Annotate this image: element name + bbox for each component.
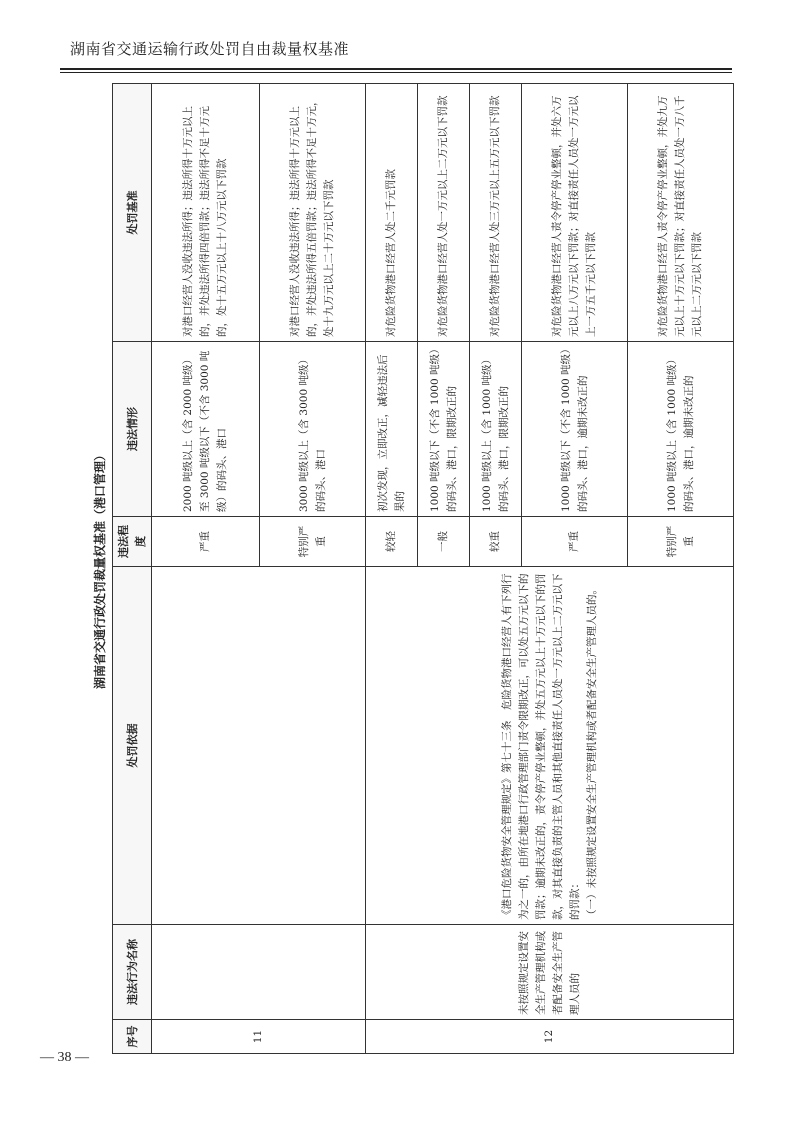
- table-header-row: [113, 84, 152, 1054]
- row-circumstance: 初次发现，立即改正，减轻违法后果的: [366, 342, 418, 517]
- row-standard: 对港口经营人没收违法所得；违法所得十万元以上的，并处违法所得四倍罚款；违法所得不足十万元的，处十五万元以上十八万元以下罚款: [152, 84, 260, 342]
- row-degree: 较轻: [366, 517, 418, 567]
- header-circumstance: 违法情形: [113, 342, 152, 517]
- row-degree: 一般: [418, 517, 470, 567]
- row-circumstance: 1000 吨级以上（含 1000 吨级）的码头、港口，逾期未改正的: [628, 342, 734, 517]
- row-degree: 特别严重: [260, 517, 366, 567]
- header-rule-thin: [60, 72, 732, 73]
- row-no: 12: [366, 1020, 734, 1054]
- row-standard: 对港口经营人没收违法所得；违法所得十万元以上的，并处违法所得五倍罚款；违法所得不足十万元，处十九万元以上二十万元以下罚款: [260, 84, 366, 342]
- table-row: [366, 84, 418, 1054]
- header-act: 违法行为名称: [113, 925, 152, 1020]
- header-no: 序号: [113, 1020, 152, 1054]
- rotated-table-region: [90, 84, 720, 1054]
- row-degree: 特别严重: [628, 517, 734, 567]
- row-degree: 较重: [470, 517, 522, 567]
- basis-paragraph-item: （一）未按照规定设置安全生产管理机构或者配备安全生产管理人员的。: [585, 584, 598, 920]
- row-circumstance: 1000 吨级以上（含 1000 吨级）的码头、港口，限期改正的: [470, 342, 522, 517]
- row-standard: 对危险货物港口经营人处二千元罚款: [366, 84, 418, 342]
- row-basis: [152, 567, 366, 925]
- row-circumstance: 2000 吨级以上（含 2000 吨级）至 3000 吨级以下（不含 3000 吨级）的码头、港口: [152, 342, 260, 517]
- row-standard: 对危险货物港口经营人责令停产停业整顿，并处六万元以上八万元以下罚款；对直接责任人员处一万元以上一万五千元以下罚款: [522, 84, 628, 342]
- row-circumstance: 3000 吨级以上（含 3000 吨级）的码头、港口: [260, 342, 366, 517]
- basis-paragraph: 《港口危险货物安全管理规定》第七十三条 危险货物港口经营人有下列行为之一的，由所在地港口行政管理部门责令限期改正，可以处五万元以下的罚款；逾期未改正的，责令停产停业整顿，并处五万元以上十万元以下的罚款，对其直接负责的主管人员和其他直接责任人员处一万元以上二万元以下的罚款：: [500, 573, 581, 920]
- penalty-standard-table: [112, 83, 734, 1054]
- running-header-title: 湖南省交通运输行政处罚自由裁量权基准: [70, 40, 350, 58]
- header-standard: 处罚基准: [113, 84, 152, 342]
- row-circumstance: 1000 吨级以下（不含 1000 吨级）的码头、港口，限期改正的: [418, 342, 470, 517]
- row-basis: [366, 567, 734, 925]
- header-rule: [60, 68, 732, 70]
- row-circumstance: 1000 吨级以下（不含 1000 吨级）的码头、港口，逾期未改正的: [522, 342, 628, 517]
- header-basis: 处罚依据: [113, 567, 152, 925]
- table-title: 湖南省交通行政处罚裁量权基准（港口管理）: [93, 449, 107, 690]
- row-standard: 对危险货物港口经营人责令停产停业整顿，并处九万元以上十万元以下罚款；对直接责任人员处一万八千元以上二万元以下罚款: [628, 84, 734, 342]
- table-row: [152, 84, 260, 1054]
- row-degree: 严重: [152, 517, 260, 567]
- row-act: 未按照规定设置安全生产管理机构或者配备安全生产管理人员的: [366, 925, 734, 1020]
- row-act: [152, 925, 366, 1020]
- row-standard: 对危险货物港口经营人处一万元以上二万元以下罚款: [418, 84, 470, 342]
- row-degree: 严重: [522, 517, 628, 567]
- header-degree: 违法程度: [113, 517, 152, 567]
- row-no: 11: [152, 1020, 366, 1054]
- row-standard: 对危险货物港口经营人处三万元以上五万元以下罚款: [470, 84, 522, 342]
- page-number: — 38 —: [40, 1050, 89, 1065]
